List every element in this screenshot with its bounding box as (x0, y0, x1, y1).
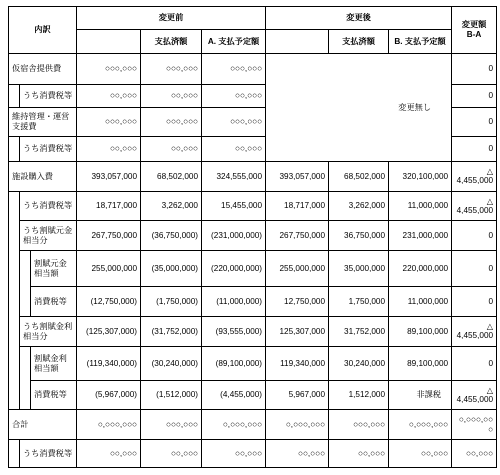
cell-after-plan: 231,000,000 (389, 221, 452, 251)
cell-after-total: 393,057,000 (266, 162, 329, 192)
cell-before-paid: (31,752,000) (141, 317, 202, 347)
cell-before-plan: ○○,○○○ (202, 440, 266, 468)
triangle-mark: △ (486, 322, 494, 331)
cell-before-plan: ○○,○○○ (202, 85, 266, 108)
header-after: 変更後 (266, 7, 452, 30)
triangle-mark: △ (486, 167, 494, 176)
cell-before-plan: (93,555,000) (202, 317, 266, 347)
row-label: 割賦元金相当額 (31, 251, 77, 287)
header-after-planB: B. 支払予定額 (389, 30, 452, 54)
cell-before-plan: 15,455,000 (202, 192, 266, 221)
header-diff: 変更額 B-A (452, 7, 497, 54)
cell-after-plan: 320,100,000 (389, 162, 452, 192)
cell-before-paid: (35,000,000) (141, 251, 202, 287)
cell-diff: ○○,○○○ (452, 440, 497, 468)
cell-before-plan: (220,000,000) (202, 251, 266, 287)
cell-before-paid: ○○,○○○ (141, 85, 202, 108)
row-label: うち消費税等 (20, 440, 77, 468)
cell-before-plan: (89,100,000) (202, 347, 266, 381)
cell-before-paid: ○○○,○○○ (141, 410, 202, 440)
cell-diff: △ 4,455,000 (452, 162, 497, 192)
cell-after-plan: 11,000,000 (389, 287, 452, 317)
cell-before-total: (5,967,000) (77, 381, 141, 410)
row-label: 割賦金利相当額 (31, 347, 77, 381)
cell-before-plan: (11,000,000) (202, 287, 266, 317)
cell-before-paid: ○○○,○○○ (141, 108, 202, 137)
cell-diff: 0 (452, 85, 497, 108)
cell-before-total: (119,340,000) (77, 347, 141, 381)
cell-before-total: ○○,○○○ (77, 85, 141, 108)
cell-after-paid: 1,512,000 (329, 381, 389, 410)
header-item: 内訳 (9, 7, 77, 54)
row-label-total: 合計 (9, 410, 77, 440)
cell-after-plan: ○○,○○○ (389, 440, 452, 468)
cell-before-paid: ○○,○○○ (141, 137, 202, 162)
cell-after-plan: 89,100,000 (389, 347, 452, 381)
cell-before-total: ○,○○○,○○○ (77, 410, 141, 440)
cell-after-paid: 31,752,000 (329, 317, 389, 347)
row-label: 仮宿舎提供費 (9, 54, 77, 85)
cell-before-plan: ○○○,○○○ (202, 54, 266, 85)
cell-after-paid: 35,000,000 (329, 251, 389, 287)
cell-after-plan: 89,100,000 (389, 317, 452, 347)
cell-before-paid: (36,750,000) (141, 221, 202, 251)
cell-after-total: 18,717,000 (266, 192, 329, 221)
cell-after-total: 255,000,000 (266, 251, 329, 287)
no-change-note: 変更無し (266, 54, 452, 162)
cost-table (8, 6, 497, 468)
cell-diff: △ 4,455,000 (452, 192, 497, 221)
cell-before-plan: ○,○○○,○○○ (202, 410, 266, 440)
cell-before-total: ○○,○○○ (77, 440, 141, 468)
cell-before-total: 267,750,000 (77, 221, 141, 251)
cell-after-paid: 30,240,000 (329, 347, 389, 381)
row-label: うち消費税等 (20, 85, 77, 108)
cell-before-plan: (231,000,000) (202, 221, 266, 251)
cell-before-paid: (1,512,000) (141, 381, 202, 410)
cell-after-paid: 1,750,000 (329, 287, 389, 317)
cell-diff: 0 (452, 287, 497, 317)
cell-after-total: 119,340,000 (266, 347, 329, 381)
triangle-mark: △ (486, 385, 494, 395)
cell-diff: △ 4,455,000 (452, 317, 497, 347)
cell-before-plan: (4,455,000) (202, 381, 266, 410)
cell-before-total: 255,000,000 (77, 251, 141, 287)
cell-before-plan: ○○○,○○○ (202, 108, 266, 137)
cell-before-paid: 68,502,000 (141, 162, 202, 192)
cell-diff: 0 (452, 137, 497, 162)
triangle-mark: △ (486, 196, 494, 206)
cell-after-total: 125,307,000 (266, 317, 329, 347)
cell-before-plan: 324,555,000 (202, 162, 266, 192)
cell-diff: 0 (452, 54, 497, 85)
cell-before-total: ○○○,○○○ (77, 54, 141, 85)
header-before-planA: A. 支払予定額 (202, 30, 266, 54)
row-label: 維持管理・運営支援費 (9, 108, 77, 137)
cell-diff: ○,○○○,○○○ (452, 410, 497, 440)
cell-diff: 0 (452, 251, 497, 287)
row-label: うち消費税等 (20, 137, 77, 162)
cell-before-total: (12,750,000) (77, 287, 141, 317)
cell-before-plan: ○○,○○○ (202, 137, 266, 162)
cell-before-paid: (1,750,000) (141, 287, 202, 317)
cell-after-paid: 3,262,000 (329, 192, 389, 221)
cell-before-paid: (30,240,000) (141, 347, 202, 381)
row-label: 施設購入費 (9, 162, 77, 192)
cell-after-paid: ○○,○○○ (329, 440, 389, 468)
row-label: うち割賦金利相当分 (20, 317, 77, 347)
cell-after-paid: 68,502,000 (329, 162, 389, 192)
header-before-paid: 支払済額 (141, 30, 202, 54)
cell-after-total: ○,○○○,○○○ (266, 410, 329, 440)
cell-before-total: ○○,○○○ (77, 137, 141, 162)
cell-diff: △ 4,455,000 (452, 381, 497, 410)
cell-after-plan: 220,000,000 (389, 251, 452, 287)
cell-before-total: 18,717,000 (77, 192, 141, 221)
cell-diff: 0 (452, 347, 497, 381)
header-before-total (77, 30, 141, 54)
cell-after-total: 5,967,000 (266, 381, 329, 410)
cell-before-total: ○○○,○○○ (77, 108, 141, 137)
cell-before-total: 393,057,000 (77, 162, 141, 192)
cell-after-total: ○○,○○○ (266, 440, 329, 468)
cell-after-paid: ○○○,○○○ (329, 410, 389, 440)
cell-before-paid: 3,262,000 (141, 192, 202, 221)
header-after-paid: 支払済額 (329, 30, 389, 54)
cell-after-paid: 36,750,000 (329, 221, 389, 251)
header-before: 変更前 (77, 7, 266, 30)
cell-after-total: 12,750,000 (266, 287, 329, 317)
cell-after-total: 267,750,000 (266, 221, 329, 251)
row-label: 消費税等 (31, 381, 77, 410)
cell-after-plan: 非課税 (389, 381, 452, 410)
row-label: うち消費税等 (20, 192, 77, 221)
row-label: 消費税等 (31, 287, 77, 317)
cell-after-plan: 11,000,000 (389, 192, 452, 221)
cell-after-plan: ○,○○○,○○○ (389, 410, 452, 440)
cell-before-paid: ○○○,○○○ (141, 54, 202, 85)
cell-before-paid: ○○,○○○ (141, 440, 202, 468)
row-label: うち割賦元金相当分 (20, 221, 77, 251)
cell-before-total: (125,307,000) (77, 317, 141, 347)
header-after-total (266, 30, 329, 54)
cell-diff: 0 (452, 221, 497, 251)
cell-diff: 0 (452, 108, 497, 137)
